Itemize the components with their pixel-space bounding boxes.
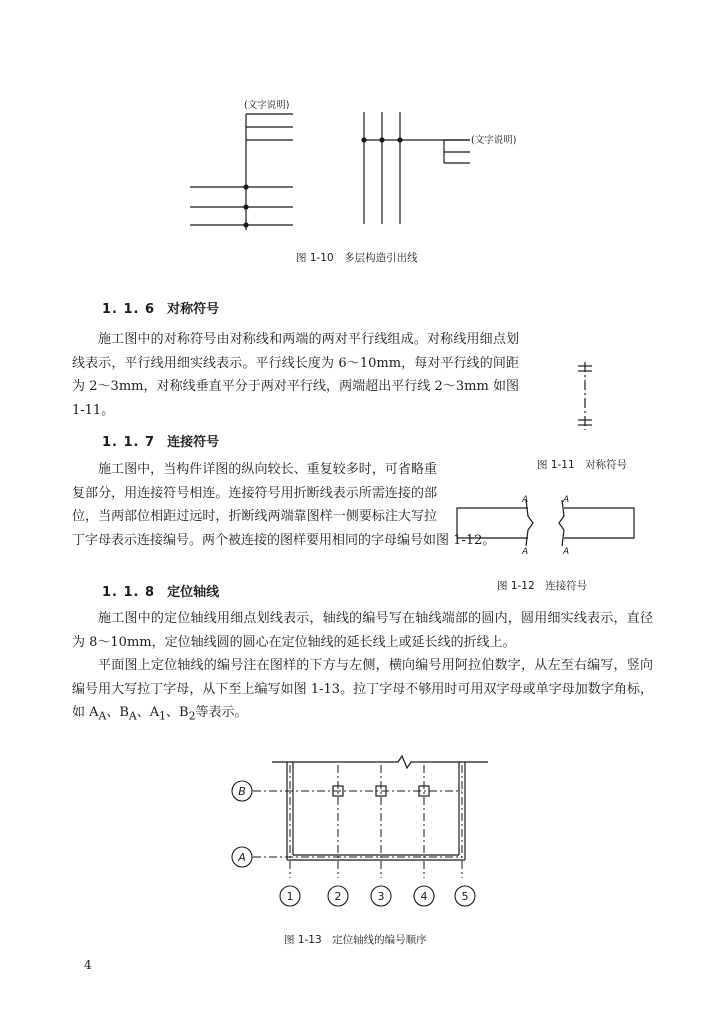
- fig13-col-label: 2: [334, 890, 342, 903]
- section-title: 对称符号: [167, 302, 220, 317]
- page-number: 4: [84, 958, 92, 972]
- p2-text: 、B: [166, 705, 189, 720]
- p2-subscript: A: [98, 709, 107, 723]
- fig13-caption: 图 1-13 定位轴线的编号顺序: [284, 934, 427, 946]
- section-number: 1. 1. 8: [102, 585, 156, 600]
- fig12-label: A: [563, 547, 570, 557]
- fig12-caption: 图 1-12 连接符号: [497, 580, 588, 592]
- fig13-top-break-line: [272, 756, 488, 768]
- p2-text: 、A: [136, 705, 160, 720]
- section-1-1-8-paragraph-1: 施工图中的定位轴线用细点划线表示，轴线的编号写在轴线端部的圆内，圆用细实线表示，直径为 8～10mm，定位轴线圆的圆心在定位轴线的延长线上或延长线的折线上。: [72, 611, 653, 650]
- section-title: 定位轴线: [167, 585, 220, 600]
- fig12-label: A: [563, 495, 570, 505]
- fig13-col-label: 1: [286, 890, 294, 903]
- p2-text: 、B: [106, 705, 129, 720]
- fig10-label-left: (文字说明): [244, 100, 290, 111]
- section-1-1-7-paragraph: 施工图中，当构件详图的纵向较长、重复较多时，可省略重复部分，用连接符号相连。连接符号用折断线表示所需连接的部位，当两部位相距过远时，折断线两端靠图样一侧要标注大写拉丁字母表示连接编号。两个被连接的图样要用相同的字母编号如图 1-12。: [72, 462, 496, 548]
- p2-text: 等表示。: [195, 705, 248, 720]
- p2-subscript: A: [128, 709, 137, 723]
- p2-text: 平面图上定位轴线的编号注在图样的下方与左侧，横向编号用阿拉伯数字，从左至右编写，竖向编号用大写拉丁字母，从下至上编写如图 1-13。拉丁字母不够用时可用双字母或单字母加数字角标，如 A: [72, 658, 653, 720]
- fig13-col-label: 3: [377, 890, 385, 903]
- fig13-col-label: 4: [420, 890, 428, 903]
- section-number: 1. 1. 6: [102, 302, 156, 317]
- section-number: 1. 1. 7: [102, 435, 156, 450]
- p2-subscript: 1: [159, 709, 167, 723]
- fig12-label: A: [522, 495, 529, 505]
- fig13-row-label: A: [238, 851, 246, 864]
- fig11-caption: 图 1-11 对称符号: [537, 459, 628, 471]
- fig13-col-label: 5: [461, 890, 469, 903]
- fig13-row-label: B: [238, 785, 246, 798]
- fig12-label: A: [522, 547, 529, 557]
- fig10-label-right: (文字说明): [471, 135, 517, 146]
- section-1-1-6-paragraph: 施工图中的对称符号由对称线和两端的两对平行线组成。对称线用细点划线表示，平行线用细实线表示。平行线长度为 6～10mm，每对平行线的间距为 2～3mm，对称线垂直平分于两对平行线，两端超出平行线 2～3mm 如图 1-11。: [72, 332, 519, 418]
- p2-subscript: 2: [188, 709, 196, 723]
- section-title: 连接符号: [167, 435, 220, 450]
- fig10-caption: 图 1-10 多层构造引出线: [296, 252, 418, 264]
